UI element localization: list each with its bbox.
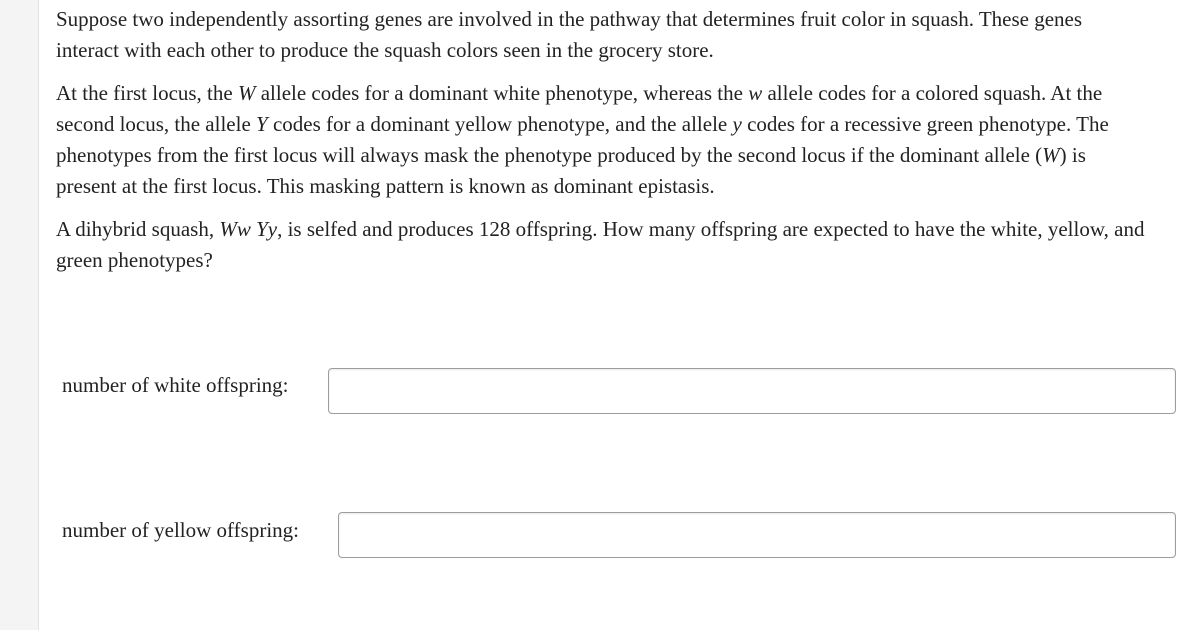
genotype: Ww Yy	[219, 217, 278, 241]
white-offspring-label: number of white offspring:	[62, 373, 289, 397]
yellow-offspring-row	[62, 515, 299, 540]
yellow-offspring-label: number of yellow offspring:	[62, 518, 299, 542]
question-line-1: A dihybrid squash, Ww Yy, is selfed and produces 128 offspring. How many offspring are expected to have the white, yellow, and	[56, 217, 1145, 241]
locus-line-2: second locus, the allele Y codes for a dominant yellow phenotype, and the allele y codes for a recessive green phenotype. The	[56, 112, 1109, 136]
intro-line-2: interact with each other to produce the squash colors seen in the grocery store.	[56, 38, 714, 62]
yellow-offspring-input[interactable]	[338, 512, 1176, 558]
locus-line-3: phenotypes from the first locus will always mask the phenotype produced by the second locus if the dominant allele (W) is	[56, 143, 1086, 167]
allele-y: y	[732, 112, 742, 136]
question-content	[56, 4, 1200, 276]
white-offspring-row	[62, 370, 289, 395]
locus-line-4: present at the first locus. This masking pattern is known as dominant epistasis.	[56, 174, 715, 198]
question-paragraph	[56, 214, 1200, 276]
allele-w: w	[748, 81, 763, 105]
allele-W: W	[237, 81, 256, 105]
allele-Y: Y	[256, 112, 268, 136]
question-line-2: green phenotypes?	[56, 248, 213, 272]
allele-W-dominant: W	[1042, 143, 1060, 167]
locus-paragraph	[56, 78, 1200, 202]
locus-line-1: At the first locus, the W allele codes for a dominant white phenotype, whereas the w allele codes for a colored squash. At the	[56, 81, 1103, 105]
intro-paragraph	[56, 4, 1200, 66]
intro-line-1: Suppose two independently assorting genes are involved in the pathway that determines fruit color in squash. These genes	[56, 7, 1083, 31]
left-gutter	[0, 0, 39, 630]
white-offspring-input[interactable]	[328, 368, 1176, 414]
